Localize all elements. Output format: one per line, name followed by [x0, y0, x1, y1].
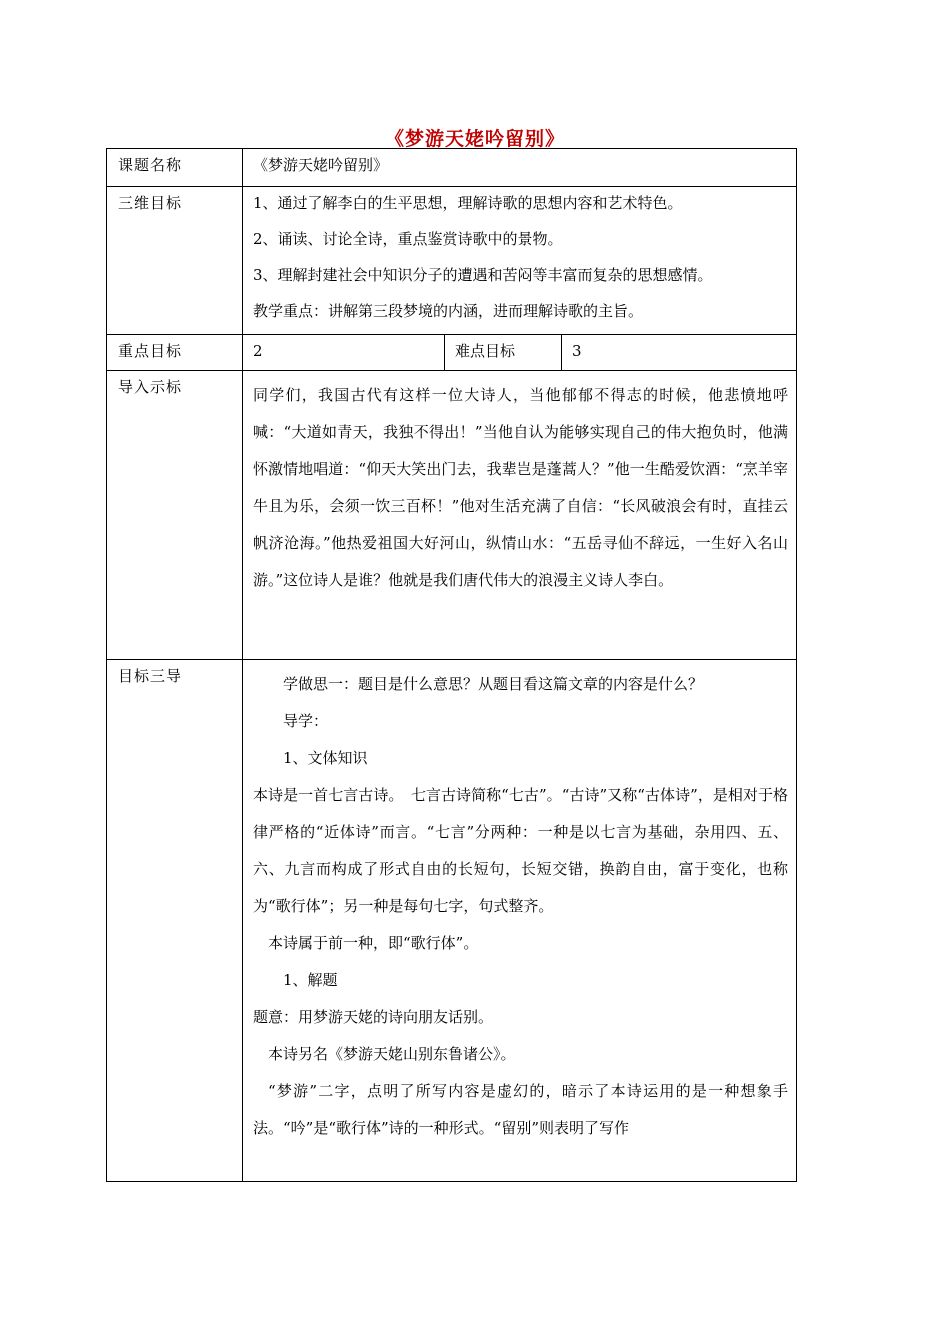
row-topic [107, 149, 797, 187]
goals-label: 三维目标 [107, 187, 243, 335]
guide-paragraph: 本诗属于前一种，即“歌行体”。 [268, 934, 479, 952]
row-key [107, 335, 797, 371]
difficulty-label: 难点目标 [445, 335, 562, 371]
guide-subheading: 1、文体知识 [283, 749, 368, 767]
row-intro [107, 371, 797, 660]
guide-question: 学做思一：题目是什么意思？从题目看这篇文章的内容是什么？ [283, 675, 704, 693]
key-label: 重点目标 [107, 335, 243, 371]
intro-label: 导入示标 [107, 371, 243, 660]
goals-content [243, 187, 797, 335]
guide-paragraph: 本诗另名《梦游天姥山别东鲁诸公》。 [268, 1045, 516, 1063]
goal-item: 3、理解封建社会中知识分子的遭遇和苦闷等丰富而复杂的思想感情。 [253, 266, 713, 284]
guide-content [243, 660, 797, 1182]
guide-paragraph: “梦游”二字，点明了所写内容是虚幻的，暗示了本诗运用的是一种想象手法。“吟”是“歌行体”诗的一种形式。“留别”则表明了写作 [253, 1082, 789, 1137]
guide-subheading: 1、解题 [283, 971, 338, 989]
topic-label: 课题名称 [107, 149, 243, 187]
row-goals [107, 187, 797, 335]
difficulty-value: 3 [562, 335, 797, 371]
key-value: 2 [243, 335, 445, 371]
guide-paragraph: 题意：用梦游天姥的诗向朋友话别。 [253, 1008, 494, 1026]
teaching-focus: 教学重点：讲解第三段梦境的内涵，进而理解诗歌的主旨。 [253, 302, 644, 320]
document-title: 《梦游天姥吟留别》 [384, 128, 565, 150]
topic-value: 《梦游天姥吟留别》 [243, 149, 797, 187]
goal-item: 1、通过了解李白的生平思想，理解诗歌的思想内容和艺术特色。 [253, 194, 683, 212]
intro-content [243, 371, 797, 660]
guide-heading: 导学： [283, 712, 329, 730]
intro-text: 同学们，我国古代有这样一位大诗人，当他郁郁不得志的时候，他悲愤地呼喊：“大道如青天，我独不得出！”当他自认为能够实现自己的伟大抱负时，他满怀激情地唱道：“仰天大笑出门去，我辈岂是蓬蒿人？”他一生酷爱饮酒：“烹羊宰牛且为乐，会须一饮三百杯！”他对生活充满了自信：“长风破浪会有时，直挂云帆济沧海。”他热爱祖国大好河山，纵情山水：“五岳寻仙不辞远，一生好入名山游。”这位诗人是谁？他就是我们唐代伟大的浪漫主义诗人李白。 [253, 386, 789, 589]
lesson-plan-table [106, 148, 797, 1182]
guide-paragraph: 本诗是一首七言古诗。 七言古诗简称“七古”。“古诗”又称“古体诗”，是相对于格律严格的“近体诗”而言。“七言”分两种：一种是以七言为基础，杂用四、五、六、九言而构成了形式自由的长短句，长短交错，换韵自由，富于变化，也称为“歌行体”；另一种是每句七字，句式整齐。 [253, 786, 789, 915]
goal-item: 2、诵读、讨论全诗，重点鉴赏诗歌中的景物。 [253, 230, 563, 248]
row-guide [107, 660, 797, 1182]
guide-label: 目标三导 [107, 660, 243, 1182]
